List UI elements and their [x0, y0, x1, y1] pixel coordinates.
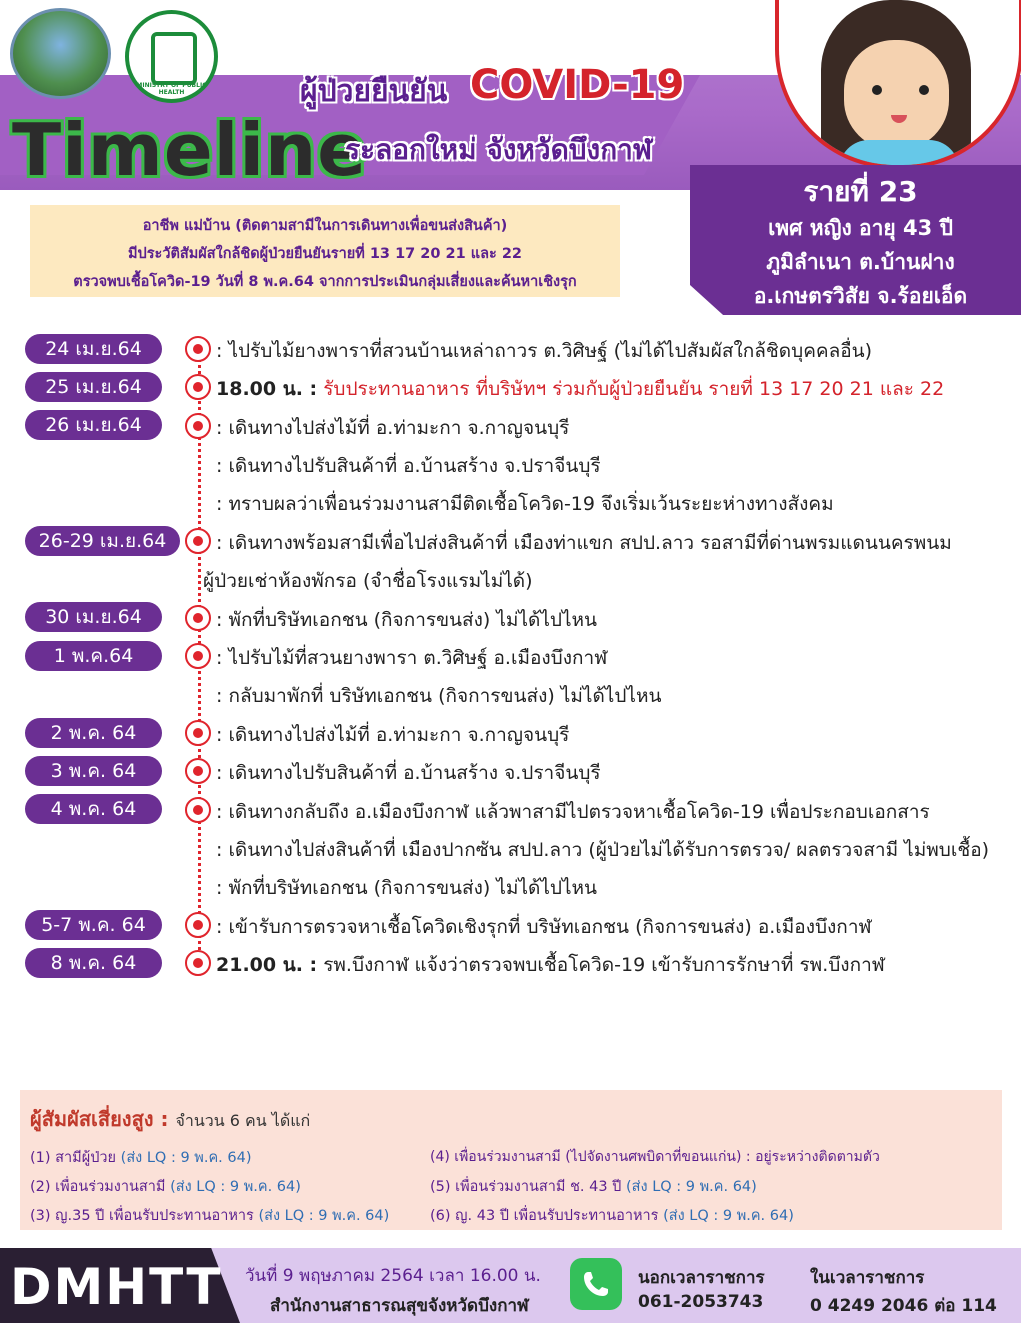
date-pill: 24 เม.ย.64 [25, 334, 162, 364]
event-text [216, 950, 885, 980]
footer-office: สำนักงานสาธารณสุขจังหวัดบึงกาฬ [270, 1296, 529, 1316]
timeline-dot [185, 912, 211, 938]
contact-item: (6) ญ. 43 ปี เพื่อนรับประทานอาหาร (ส่ง LQ : 9 พ.ค. 64) [430, 1208, 794, 1224]
case-hometown: ภูมิลำเนา ต.บ้านฝาง [766, 250, 955, 274]
province-logo [10, 8, 111, 99]
contact-item: (1) สามีผู้ป่วย (ส่ง LQ : 9 พ.ค. 64) [30, 1150, 252, 1166]
event-text: : กลับมาพักที่ บริษัทเอกชน (กิจการขนส่ง) ไม่ได้ไปไหน [216, 685, 662, 707]
date-pill: 2 พ.ค. 64 [25, 718, 162, 748]
contacts-heading: ผู้สัมผัสเสี่ยงสูง : [30, 1107, 169, 1131]
event-text: ผู้ป่วยเช่าห้องพักรอ (จำชื่อโรงแรมไม่ได้) [203, 570, 533, 592]
timeline-dot [185, 643, 211, 669]
event-time: 21.00 น. : [216, 954, 318, 976]
office-hours-label: ในเวลาราชการ [810, 1268, 925, 1288]
timeline-dot [185, 720, 211, 746]
event-detail: รพ.บึงกาฬ แจ้งว่าตรวจพบเชื้อโควิด-19 เข้ารับการรักษาที่ รพ.บึงกาฬ [323, 954, 885, 976]
moph-logo-text: MINISTRY OF PUBLIC HEALTH [136, 82, 207, 96]
contact-item: (2) เพื่อนร่วมงานสามี (ส่ง LQ : 9 พ.ค. 64) [30, 1179, 301, 1195]
timeline-dot [185, 758, 211, 784]
timeline-dot [185, 374, 211, 400]
info-occupation: อาชีพ แม่บ้าน (ติดตามสามีในการเดินทางเพื่อขนส่งสินค้า) [142, 218, 508, 234]
after-hours-label: นอกเวลาราชการ [638, 1268, 765, 1288]
office-hours-phone: 0 4249 2046 ต่อ 114 [810, 1296, 997, 1316]
event-text: : เดินทางพร้อมสามีเพื่อไปส่งสินค้าที่ เมืองท่าแขก สปป.ลาว รอสามีที่ด่านพรมแดนนครพนม [216, 532, 952, 554]
contact-item: (3) ญ.35 ปี เพื่อนรับประทานอาหาร (ส่ง LQ : 9 พ.ค. 64) [30, 1208, 390, 1224]
event-time: 18.00 น. : [216, 378, 318, 400]
phone-icon [570, 1258, 622, 1310]
contacts-title [30, 1103, 310, 1135]
event-text: : ทราบผลว่าเพื่อนร่วมงานสามีติดเชื้อโควิด-19 จึงเริ่มเว้นระยะห่างทางสังคม [216, 493, 834, 515]
event-text: : พักที่บริษัทเอกชน (กิจการขนส่ง) ไม่ได้ไปไหน [216, 609, 598, 631]
info-detection: ตรวจพบเชื้อโควิด-19 วันที่ 8 พ.ค.64 จากการประเมินกลุ่มเสี่ยงและค้นหาเชิงรุก [73, 274, 577, 290]
date-pill: 5-7 พ.ค. 64 [25, 910, 162, 940]
event-text [216, 374, 944, 404]
event-text: : พักที่บริษัทเอกชน (กิจการขนส่ง) ไม่ได้ไปไหน [216, 877, 598, 899]
event-text: : เดินทางไปส่งไม้ที่ อ.ท่ามะกา จ.กาญจนบุรี [216, 417, 570, 439]
event-text: : เดินทางกลับถึง อ.เมืองบึงกาฬ แล้วพาสามีไปตรวจหาเชื้อโควิด-19 เพื่อประกอบเอกสาร [216, 801, 930, 823]
title-covid: COVID-19 [470, 62, 685, 108]
timeline-dot [185, 605, 211, 631]
event-text: : เดินทางไปรับสินค้าที่ อ.บ้านสร้าง จ.ปราจีนบุรี [216, 455, 601, 477]
info-contact-history: มีประวัติสัมผัสใกล้ชิดผู้ป่วยยืนยันรายที่ 13 17 20 21 และ 22 [128, 246, 522, 262]
footer-date: วันที่ 9 พฤษภาคม 2564 เวลา 16.00 น. [245, 1266, 541, 1286]
timeline-dot [185, 336, 211, 362]
date-pill: 26-29 เม.ย.64 [25, 526, 180, 556]
event-highlight: รับประทานอาหาร ที่บริษัทฯ ร่วมกับผู้ป่วยยืนยัน รายที่ 13 17 20 21 และ 22 [323, 378, 945, 400]
brand-logo-text: DMHTT [10, 1258, 223, 1316]
case-number: รายที่ 23 [803, 175, 918, 208]
contacts-count: จำนวน 6 คน ได้แก่ [175, 1111, 311, 1130]
event-text: : เดินทางไปส่งไม้ที่ อ.ท่ามะกา จ.กาญจนบุรี [216, 724, 570, 746]
date-pill: 25 เม.ย.64 [25, 372, 162, 402]
event-text: : ไปรับไม้ยางพาราที่สวนบ้านเหล่าถาวร ต.วิศิษฐ์ (ไม่ได้ไปสัมผัสใกล้ชิดบุคคลอื่น) [216, 340, 873, 362]
timeline-dot [185, 950, 211, 976]
date-pill: 3 พ.ค. 64 [25, 756, 162, 786]
date-pill: 26 เม.ย.64 [25, 410, 162, 440]
timeline-dot [185, 528, 211, 554]
timeline-dot [185, 413, 211, 439]
case-district: อ.เกษตรวิสัย จ.ร้อยเอ็ด [753, 284, 968, 308]
title-timeline: Timeline [12, 108, 368, 192]
after-hours-phone: 061-2053743 [638, 1292, 764, 1312]
event-text: : เดินทางไปรับสินค้าที่ อ.บ้านสร้าง จ.ปราจีนบุรี [216, 762, 601, 784]
contact-item: (5) เพื่อนร่วมงานสามี ช. 43 ปี (ส่ง LQ : 9 พ.ค. 64) [430, 1179, 757, 1195]
contact-item: (4) เพื่อนร่วมงานสามี (ไปจัดงานศพบิดาที่ขอนแก่น) : อยู่ระหว่างติดตามตัว [430, 1149, 880, 1165]
moph-logo [125, 10, 218, 103]
event-text: : เดินทางไปส่งสินค้าที่ เมืองปากซัน สปป.ลาว (ผู้ป่วยไม่ได้รับการตรวจ/ ผลตรวจสามี ไม่พบเชื้อ) [216, 839, 990, 861]
event-text: : ไปรับไม้ที่สวนยางพารา ต.วิศิษฐ์ อ.เมืองบึงกาฬ [216, 647, 608, 669]
event-text: : เข้ารับการตรวจหาเชื้อโควิดเชิงรุกที่ บริษัทเอกชน (กิจการขนส่ง) อ.เมืองบึงกาฬ [216, 916, 872, 938]
date-pill: 30 เม.ย.64 [25, 602, 162, 632]
date-pill: 4 พ.ค. 64 [25, 794, 162, 824]
timeline-dot [185, 797, 211, 823]
title-place: ระลอกใหม่ จังหวัดบึงกาฬ [345, 133, 653, 166]
case-gender-age: เพศ หญิง อายุ 43 ปี [768, 216, 953, 240]
date-pill: 8 พ.ค. 64 [25, 948, 162, 978]
date-pill: 1 พ.ค.64 [25, 641, 162, 671]
title-confirmed: ผู้ป่วยยืนยัน [300, 74, 448, 109]
